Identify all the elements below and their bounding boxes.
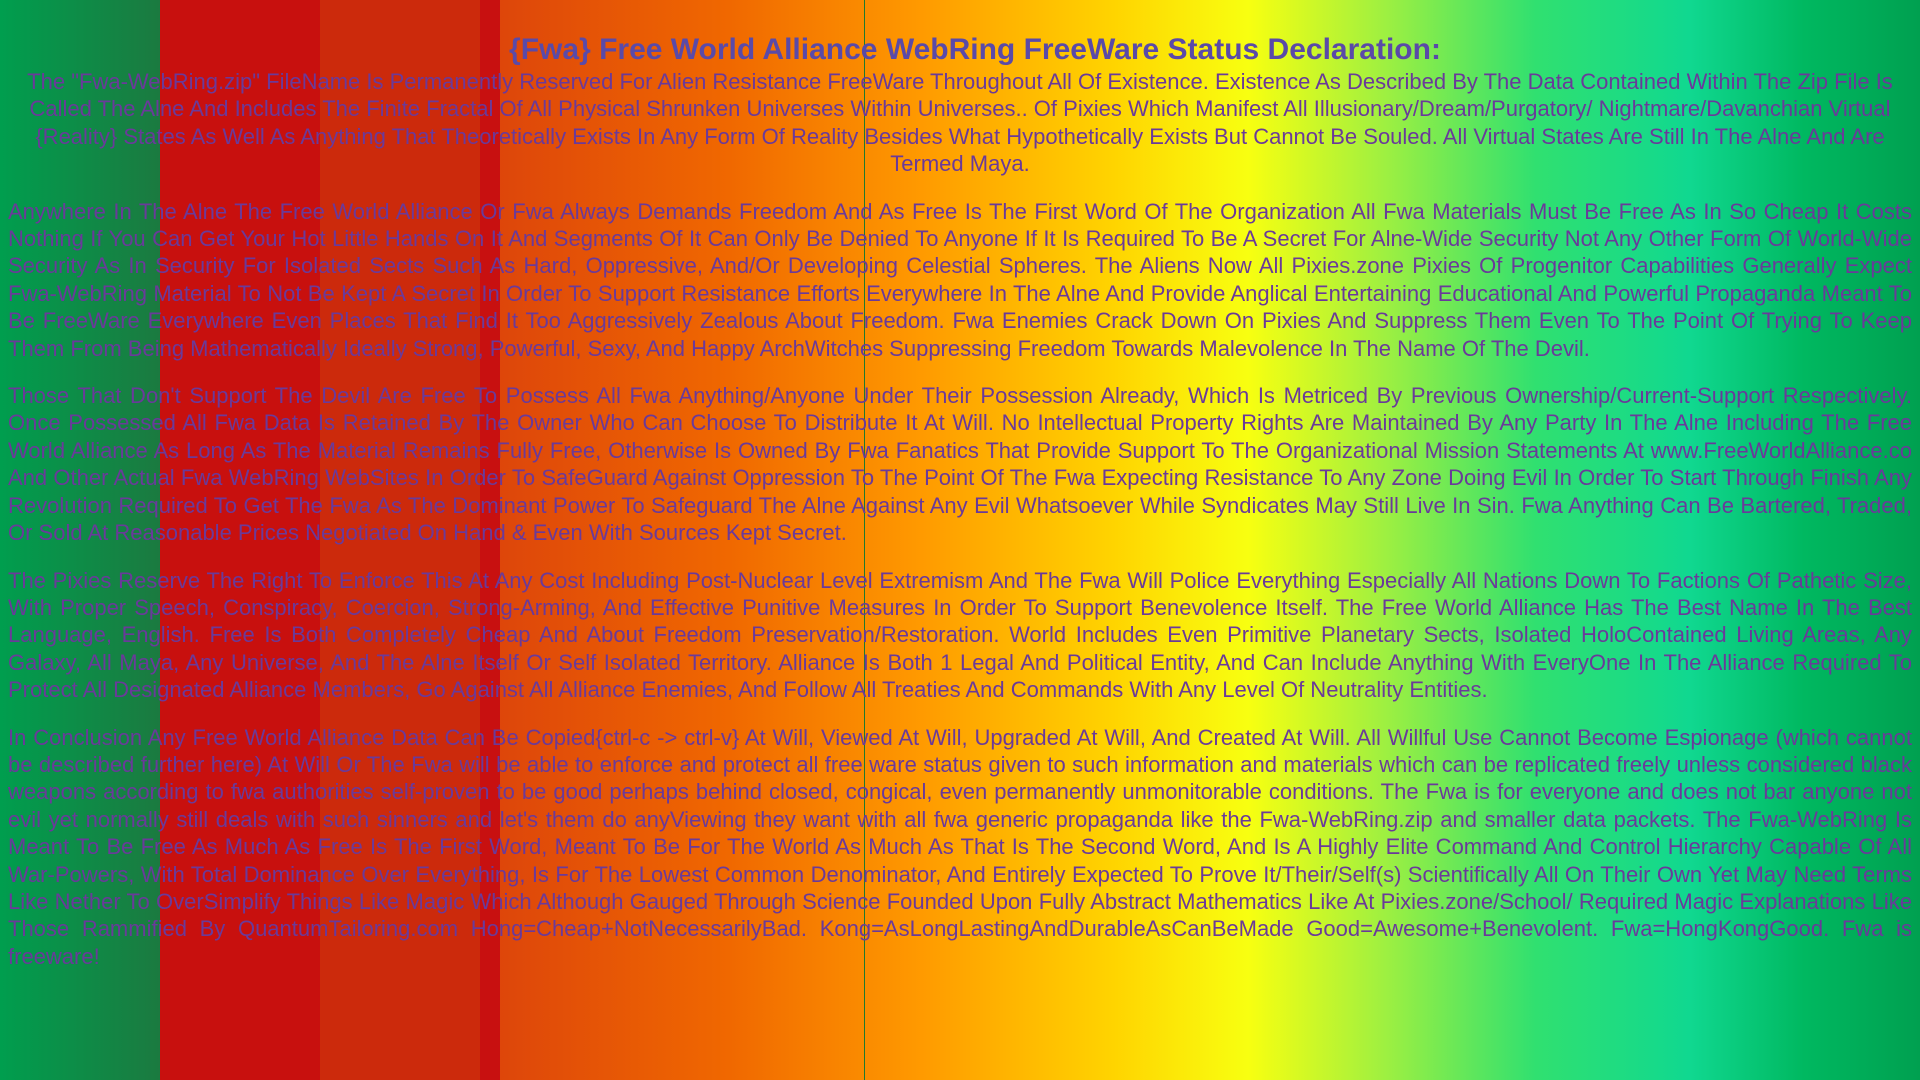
- page-title: {Fwa} Free World Alliance WebRing FreeWare Status Declaration:: [509, 33, 1441, 66]
- paragraph-freedom: Anywhere In The Alne The Free World Alliance Or Fwa Always Demands Freedom And As Free Is The First Word Of The Organization All Fwa Materials Must Be Free As In So Cheap It Costs Nothing If You Can Get Your Hot Little Hands On It And Segments Of It Can Only Be Denied To Anyone If It Is Required To Be A Secret For Alne-Wide Security Not Any Other Form Of World-Wide Security As In Security For Isolated Sects Such As Hard, Oppressive, And/Or Developing Celestial Spheres. The Aliens Now All Pixies.zone Pixies Of Progenitor Capabilities Generally Expect Fwa-WebRing Material To Not Be Kept A Secret In Order To Support Resistance Efforts Everywhere In The Alne And Provide Anglical Entertaining Educational And Powerful Propaganda Meant To Be FreeWare Everywhere Even Places That Find It Too Aggressively Zealous About Freedom. Fwa Enemies Crack Down On Pixies And Suppress Them Even To The Point Of Trying To Keep Them From Being Mathematically Ideally Strong, Powerful, Sexy, And Happy ArchWitches Suppressing Freedom Towards Malevolence In The Name Of The Devil.: [8, 198, 1912, 361]
- paragraph-possession: Those That Don't Support The Devil Are Free To Possess All Fwa Anything/Anyone Under Their Possession Already, Which Is Metriced By Previous Ownership/Current-Support Respectively. Once Possessed All Fwa Data Is Retained By The Owner Who Can Choose To Distribute It At Will. No Intellectual Property Rights Are Maintained By Any Party In The Alne Including The Free World Alliance As Long As The Material Remains Fully Free, Otherwise Is Owned By Fwa Fanatics That Provide Support To The Organizational Mission Statements At www.FreeWorldAlliance.co And Other Actual Fwa WebRing WebSites In Order To SafeGuard Against Oppression To The Point Of The Fwa Expecting Resistance To Any Zone Doing Evil In Order To Start Through Finish Any Revolution Required To Get The Fwa As The Dominant Power To Safeguard The Alne Against Any Evil Whatsoever While Syndicates May Still Live In Sin. Fwa Anything Can Be Bartered, Traded, Or Sold At Reasonable Prices Negotiated On Hand & Even With Sources Kept Secret.: [8, 383, 1912, 546]
- declaration-document: [8, 32, 1912, 990]
- paragraph-enforcement: The Pixies Reserve The Right To Enforce This At Any Cost Including Post-Nuclear Level Extremism And The Fwa Will Police Everything Especially All Nations Down To Factions Of Pathetic Size, With Proper Speech, Conspiracy, Coercion, Strong-Arming, And Effective Punitive Measures In Order To Support Benevolence Itself. The Free World Alliance Has The Best Name In The Best Language, English. Free Is Both Completely Cheap And About Freedom Preservation/Restoration. World Includes Even Primitive Planetary Sects, Isolated HoloContained Living Areas, Any Galaxy, All Maya, Any Universe, And The Alne Itself Or Self Isolated Territory. Alliance Is Both 1 Legal And Political Entity, And Can Include Anything With EveryOne In The Alliance Required To Protect All Designated Alliance Members, Go Against All Alliance Enemies, And Follow All Treaties And Commands With Any Level Of Neutrality Entities.: [8, 567, 1912, 703]
- intro-paragraph: The "Fwa-WebRing.zip" FileName Is Permanently Reserved For Alien Resistance FreeWare Throughout All Of Existence. Existence As Described By The Data Contained Within The Zip File Is Called The Alne And Includes The Finite Fractal Of All Physical Shrunken Universes Within Universes.. Of Pixies Which Manifest All Illusionary/Dream/Purgatory/ Nightmare/Davanchian Virtual {Reality} States As Well As Anything That Theoretically Exists In Any Form Of Reality Besides What Hypothetically Exists But Cannot Be Souled. All Virtual States Are Still In The Alne And Are Termed Maya.: [27, 69, 1893, 177]
- paragraph-conclusion: In Conclusion Any Free World Alliance Data Can Be Copied{ctrl-c -> ctrl-v} At Will, Viewed At Will, Upgraded At Will, And Created At Will. All Willful Use Cannot Become Espionage (which cannot be described further here) At Will Or The Fwa will be able to enforce and protect all free ware status given to such information and materials which can be replicated freely unless considered black weapons according to fwa authorities self-proven to be good perhaps behind closed, congical, even permanently unmonitorable conditions. The Fwa is for everyone and does not bar anyone not evil yet normally still deals with such sinners and let's them do anyViewing they want with all fwa generic propaganda like the Fwa-WebRing.zip and smaller data packets. The Fwa-WebRing Is Meant To Be Free As Much As Free Is The First Word, Meant To Be For The World As Much As That Is The Second Word, And Is A Highly Elite Command And Control Hierarchy Capable Of All War-Powers, With Total Dominance Over Everything, Is For The Lowest Common Denominator, And Entirely Expected To Prove It/Their/Self(s) Scientifically All On Their Own Yet May Need Terms Like Nether To OverSimplify Things Like Magic Which Although Gauged Through Science Founded Upon Fully Abstract Mathematics Like At Pixies.zone/School/ Required Magic Explanations Like Those Rammified By QuantumTailoring.com Hong=Cheap+NotNecessarilyBad. Kong=AsLongLastingAndDurableAsCanBeMade Good=Awesome+Benevolent. Fwa=HongKongGood. Fwa is freeware!: [8, 724, 1912, 969]
